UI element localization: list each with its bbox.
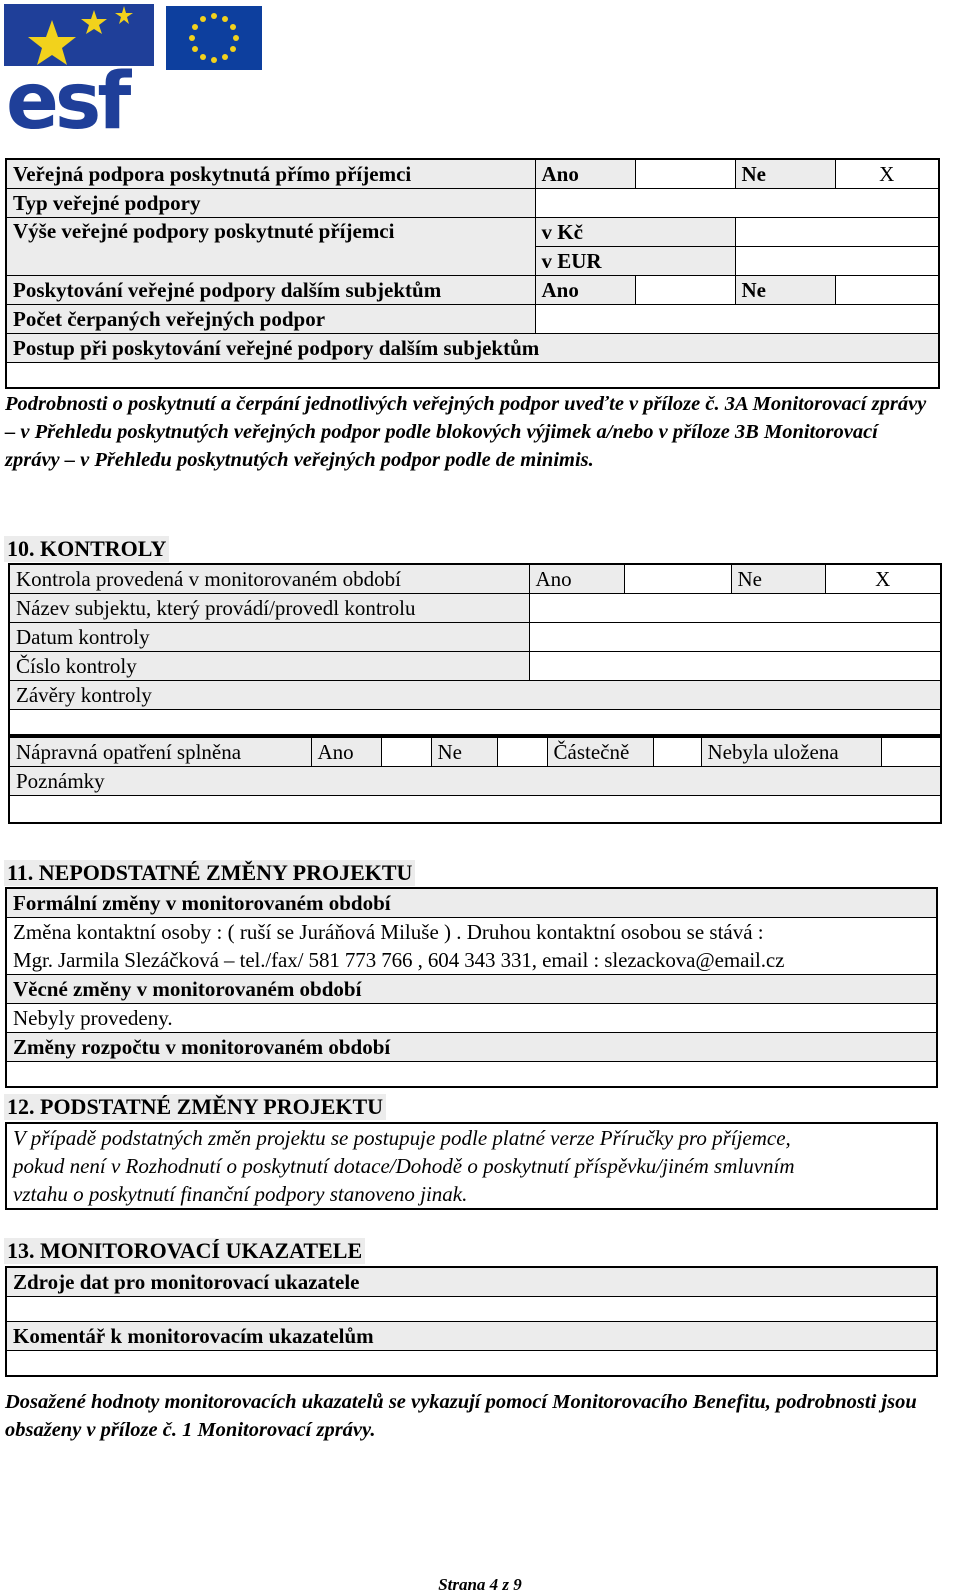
indicators-table — [5, 1266, 938, 1377]
remedy-partial: Částečně — [547, 737, 653, 767]
major-changes-line-1: V případě podstatných změn projektu se postupuje podle platné verze Příručky pro příjemce, — [6, 1123, 937, 1152]
remedy-no-box[interactable] — [497, 737, 547, 767]
control-subject-label: Název subjektu, který provádí/provedl kontrolu — [9, 594, 529, 623]
budget-changes-label: Změny rozpočtu v monitorovaném období — [6, 1033, 937, 1062]
major-changes-line-2: pokud není v Rozhodnutí o poskytnutí dotace/Dohodě o poskytnutí příspěvku/jiném smluvním — [6, 1152, 937, 1180]
indicators-comment-value[interactable] — [6, 1351, 937, 1377]
remedy-partial-box[interactable] — [653, 737, 701, 767]
support-amount-czk-unit: v Kč — [535, 218, 735, 247]
esf-eu-logo — [4, 4, 266, 132]
control-date-label: Datum kontroly — [9, 623, 529, 652]
data-sources-label: Zdroje dat pro monitorovací ukazatele — [6, 1267, 937, 1297]
direct-support-no: Ne — [735, 159, 835, 189]
support-procedure-value[interactable] — [6, 363, 939, 389]
control-number-label: Číslo kontroly — [9, 652, 529, 681]
direct-support-no-mark[interactable]: X — [835, 159, 939, 189]
remedy-yes: Ano — [311, 737, 381, 767]
support-amount-eur-value[interactable] — [735, 247, 939, 276]
control-subject-value[interactable] — [529, 594, 941, 623]
support-others-yes: Ano — [535, 276, 635, 305]
control-performed-yes: Ano — [529, 564, 624, 594]
direct-support-label: Veřejná podpora poskytnutá přímo příjemci — [6, 159, 535, 189]
esf-logo-text: esf — [6, 57, 128, 132]
remedy-label: Nápravná opatření splněna — [9, 737, 311, 767]
control-performed-label: Kontrola provedená v monitorovaném období — [9, 564, 529, 594]
section-12-title: 12. PODSTATNÉ ZMĚNY PROJEKTU — [4, 1094, 386, 1120]
support-count-value[interactable] — [535, 305, 939, 334]
minor-changes-table — [5, 887, 938, 1088]
section-11-title: 11. NEPODSTATNÉ ZMĚNY PROJEKTU — [4, 860, 415, 886]
support-others-no: Ne — [735, 276, 835, 305]
remedy-none: Nebyla uložena — [701, 737, 881, 767]
indicators-comment-label: Komentář k monitorovacím ukazatelům — [6, 1322, 937, 1351]
content-changes-value: Nebyly provedeny. — [6, 1004, 937, 1033]
support-others-label: Poskytování veřejné podpory dalším subjektům — [6, 276, 535, 305]
support-amount-eur-unit: v EUR — [535, 247, 735, 276]
support-amount-czk-value[interactable] — [735, 218, 939, 247]
major-changes-table — [5, 1122, 938, 1210]
indicators-note: Dosažené hodnoty monitorovacích ukazatelů se vykazují pomocí Monitorovacího Benefitu, podrobnosti jsou obsaženy v příloze č. 1 Monitorovací zprávy. — [5, 1391, 917, 1441]
support-type-label: Typ veřejné podpory — [6, 189, 535, 218]
content-changes-label: Věcné změny v monitorovaném období — [6, 975, 937, 1004]
budget-changes-value[interactable] — [6, 1062, 937, 1088]
notes-label: Poznámky — [9, 767, 941, 796]
formal-changes-line-1: Změna kontaktní osoby : ( ruší se Juráňová Miluše ) . Druhou kontaktní osobou se stává : — [6, 918, 937, 947]
control-conclusions-label: Závěry kontroly — [9, 681, 941, 710]
remedy-yes-box[interactable] — [381, 737, 431, 767]
direct-support-yes-box[interactable] — [635, 159, 735, 189]
section-13-title: 13. MONITOROVACÍ UKAZATELE — [4, 1238, 365, 1264]
remedy-no: Ne — [431, 737, 497, 767]
control-number-value[interactable] — [529, 652, 941, 681]
support-others-yes-box[interactable] — [635, 276, 735, 305]
support-others-no-box[interactable] — [835, 276, 939, 305]
section-10-title: 10. KONTROLY — [4, 536, 169, 562]
support-type-value[interactable] — [535, 189, 939, 218]
remedy-none-box[interactable] — [881, 737, 941, 767]
support-note: Podrobnosti o poskytnutí a čerpání jednotlivých veřejných podpor uveďte v příloze č. 3A Monitorovací zprávy – v Přehledu poskytnutých veřejných podpor podle blokových výjimek a/nebo v příloze 3B Monitorovací zprávy – v Přehledu poskytnutých veřejných podpor podle de minimis. — [5, 393, 927, 471]
public-support-table — [5, 158, 940, 389]
remedy-table — [8, 736, 942, 824]
direct-support-yes: Ano — [535, 159, 635, 189]
support-procedure-label: Postup při poskytování veřejné podpory dalším subjektům — [6, 334, 939, 363]
data-sources-value[interactable] — [6, 1297, 937, 1322]
notes-value[interactable] — [9, 796, 941, 824]
page-number: Strana 4 z 9 — [438, 1575, 522, 1594]
control-performed-yes-box[interactable] — [624, 564, 731, 594]
support-amount-label: Výše veřejné podpory poskytnuté příjemci — [6, 218, 535, 276]
control-performed-no: Ne — [731, 564, 825, 594]
formal-changes-label: Formální změny v monitorovaném období — [6, 888, 937, 918]
control-conclusions-value[interactable] — [9, 710, 941, 736]
control-performed-no-mark[interactable]: X — [825, 564, 941, 594]
support-count-label: Počet čerpaných veřejných podpor — [6, 305, 535, 334]
major-changes-line-3: vztahu o poskytnutí finanční podpory stanoveno jinak. — [6, 1180, 937, 1209]
controls-table — [8, 563, 942, 736]
formal-changes-line-2: Mgr. Jarmila Slezáčková – tel./fax/ 581 773 766 , 604 343 331, email : slezackova@email.cz — [6, 946, 937, 975]
control-date-value[interactable] — [529, 623, 941, 652]
